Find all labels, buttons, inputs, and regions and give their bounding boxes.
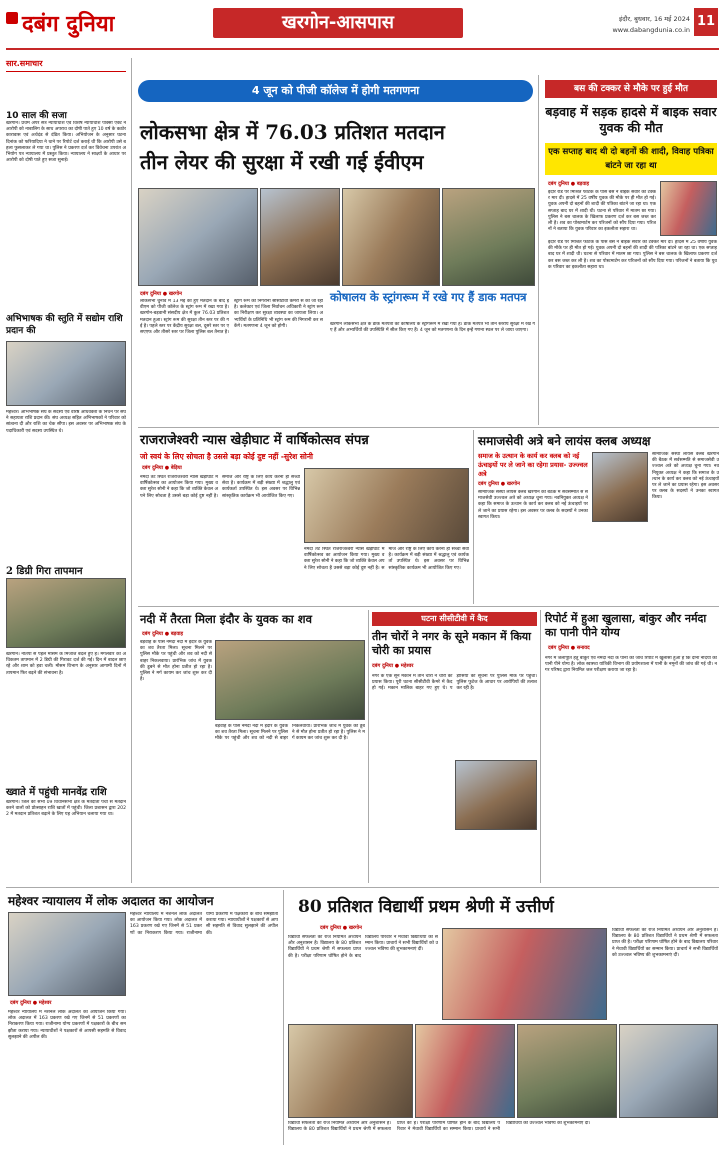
- brief-photo: [6, 578, 126, 648]
- bottom-story1-body-cont: महेश्वर न्यायालय में नेशनल लोक अदालत का आयोजन किया गया। लोक अदालत में 163 प्रकरण रखे गए जिनमें से 51 प्रकरणों का निराकरण किया गया। राजीनामा योग्य प्रकरणों में पक्षकारों के बीच समझौता कराया गया। न्यायाधीशों ने पक्षकारों से आपसी सहमति से विवाद सुलझाने की अपील की।: [130, 912, 278, 936]
- masthead-rule: [6, 48, 719, 50]
- main-headline-line2: तीन लेयर की सुरक्षा में रखी गई ईवीएम: [140, 150, 424, 174]
- row3-story2-body: नगर के एक सूने मकान में तीन चोरों ने चोरी का प्रयास किया। पूरी घटना सीसीटीवी कैमरे में कैद हो गई। मकान मालिक बाहर गए हुए थे। पड़ोसियों की सूचना पर पुलिस मौके पर पहुंची। पुलिस फुटेज के आधार पर आरोपियों की तलाश कर रही है।: [372, 674, 537, 692]
- students-photo: [619, 1024, 718, 1118]
- bottom-story2-headline: 80 प्रतिशत विद्यार्थी प्रथम श्रेणी में उत्तीर्ण: [298, 897, 554, 917]
- mid2-deck: समाज के उत्थान के कार्य कर क्लब को नई ऊंचाइयों पर ले जाने का रहेगा प्रयास- उज्ज्वल अत्रे: [478, 452, 588, 478]
- students-photo: [442, 928, 607, 1020]
- mid2-byline: दबंग दुनिया ● खरगोन: [478, 481, 520, 487]
- column-rule: [283, 890, 284, 1145]
- brief-photo: [6, 341, 126, 406]
- victim-photo: [660, 181, 717, 236]
- right-body-cont: इंदौर रोड पर मिश्रित फाटक के पास बस ने बाइक सवार को टक्कर मार दी। हादसे में 25 वर्षीय युवक की मौके पर ही मौत हो गई। युवक अपनी दो बहनों की शादी की पत्रिका बांटने जा रहा था। एक सप्ताह बाद घर में शादी थी। घटना से परिवार में मातम छा गया। पुलिस ने बस चालक के खिलाफ प्रकरण दर्ज कर बस जब्त कर ली है। शव का पोस्टमार्टम कर परिजनों को सौंप दिया गया। परिजनों ने बताया कि युवक परिवार का इकलौता सहारा था।: [548, 240, 717, 270]
- row3-story2-kicker: घटना सीसीटीवी में कैद: [372, 612, 537, 626]
- column-rule: [538, 75, 539, 425]
- brief-title: अभिभाषक की स्तुति में सद्योम राशि प्रदान की: [6, 314, 123, 336]
- mid1-byline: दबंग दुनिया ● बेड़िया: [142, 465, 182, 471]
- main-photo: [138, 188, 258, 286]
- right-headline: बड़वाह में सड़क हादसे में बाइक सवार युवक की मौत: [545, 104, 717, 135]
- brief-title: 10 साल की सजा: [6, 111, 67, 121]
- mid1-headline: राजराजेश्वरी न्यास खेड़ीघाट में वार्षिकोत्सव संपन्न: [140, 433, 369, 448]
- bottom-story2-body: विद्यार्थी सफलता का राज नियमित अध्ययन और अनुशासन है। विद्यालय के 80 प्रतिशत विद्यार्थियों ने प्रथम श्रेणी में सफलता प्राप्त की है। परीक्षा परिणाम घोषित होने के बाद विद्यालय परिवार ने मेधावी विद्यार्थियों का सम्मान किया। प्राचार्य ने सभी विद्यार्थियों को उज्ज्वल भविष्य की शुभकामनाएं दीं।: [288, 935, 438, 959]
- row3-story3-byline: दबंग दुनिया ● सनावद: [548, 645, 590, 651]
- left-column-header: सार.समाचार: [6, 58, 126, 72]
- brief-body: खरगोन। जिले की सभी 09 विधानसभा क्षेत्र के मतदाता पर्ची से मतदान करने वालों को प्रोत्साहन राशि खातों में पहुंची। जिला प्रशासन द्वारा 2022 में मतदान प्रतिशत बढ़ाने के लिए यह अभियान चलाया गया था।: [6, 800, 126, 818]
- row3-story1-byline: दबंग दुनिया ● बड़वाह: [142, 631, 184, 637]
- mid1-body-cont: नर्मदा तट स्थित राजराजेश्वरी न्यास खेड़ीघाट में वार्षिकोत्सव का आयोजन किया गया। मुख्य वक्ता सुरेश सोनी ने कहा कि जो व्यक्ति केवल अपने लिए सोचता है उससे बड़ा कोई दुष्ट नहीं है। समाज और राष्ट्र के लिए कार्य करना ही सच्ची सेवा है। कार्यक्रम में बड़ी संख्या में श्रद्धालु एवं कार्यकर्ता उपस्थित थे। इस अवसर पर विभिन्न सांस्कृतिक कार्यक्रम भी आयोजित किए गए।: [304, 547, 469, 571]
- column-rule: [368, 610, 369, 883]
- banner-text: 4 जून को पीजी कॉलेज में होगी मतगणना: [251, 84, 420, 97]
- bottom-story1-byline: दबंग दुनिया ● महेश्वर: [10, 1000, 52, 1006]
- row3-story1-body: बड़वाह के पास नर्मदा नदी में इंदौर के युवक का शव तैरता मिला। सूचना मिलने पर पुलिस मौके पर पहुंची और शव को नदी से बाहर निकलवाया। प्रारंभिक जांच में युवक की डूबने से मौत होना प्रतीत हो रहा है। पुलिस ने मर्ग कायम कर जांच शुरू कर दी है।: [140, 640, 212, 683]
- mid2-headline: समाजसेवी अत्रे बने लायंस क्लब अध्यक्ष: [478, 434, 651, 448]
- bottom-story2-body-side: विद्यार्थी सफलता का राज नियमित अध्ययन और अनुशासन है। विद्यालय के 80 प्रतिशत विद्यार्थियों ने प्रथम श्रेणी में सफलता प्राप्त की है। परीक्षा परिणाम घोषित होने के बाद विद्यालय परिवार ने मेधावी विद्यार्थियों का सम्मान किया। प्राचार्य ने सभी विद्यार्थियों को उज्ज्वल भविष्य की शुभकामनाएं दीं।: [612, 928, 718, 958]
- date-line: इंदौर, बुधवार, 16 मई 2024: [619, 15, 690, 23]
- banner: [138, 80, 533, 102]
- main-body: लोकसभा चुनाव में 13 मई को हुए मतदान के बाद इवीएम को पीजी कॉलेज के स्ट्रांग रूम में रखा गया है। खरगोन-बड़वानी संसदीय क्षेत्र में कुल 76.03 प्रतिशत मतदान हुआ। स्ट्रांग रूम की सुरक्षा तीन स्तर पर की गई है। पहले स्तर पर केंद्रीय सुरक्षा बल, दूसरे स्तर पर एसएएफ और तीसरे स्तर पर जिला पुलिस बल तैनात है। स्ट्रांग रूम की निगरानी सीसीटीवी कैमरों से की जा रही है। कलेक्टर एवं जिला निर्वाचन अधिकारी ने स्ट्रांग रूम का निरीक्षण कर सुरक्षा व्यवस्था का जायजा लिया। अभ्यर्थियों के प्रतिनिधि भी स्ट्रांग रूम की निगरानी कर सकेंगे। मतगणना 4 जून को होगी।: [140, 299, 323, 336]
- main-photo: [442, 188, 535, 286]
- row3-story2-byline: दबंग दुनिया ● महेश्वर: [372, 663, 414, 669]
- brief-body: खरगोन। प्रथम अपर सत्र न्यायाधीश एवं विशेष न्यायाधीश पॉक्सो एक्ट ने आरोपी को नाबालिग के साथ अपराध का दोषी पाते हुए 10 वर्ष के कठोर कारावास एवं अर्थदंड से दंडित किया। अभियोजन के अनुसार घटना दिनांक को फरियादिया ने थाने पर रिपोर्ट दर्ज कराई थी कि आरोपी उसे बहला फुसलाकर ले गया था। पुलिस ने प्रकरण दर्ज कर विवेचना उपरांत अभियोग पत्र न्यायालय में प्रस्तुत किया। न्यायालय ने साक्ष्यों के आधार पर आरोपी को दोषी पाते हुए सजा सुनाई।: [6, 121, 126, 164]
- masthead: [0, 0, 725, 58]
- row3-story2-headline: तीन चोरों ने नगर के सूने मकान में किया चोरी का प्रयास: [372, 630, 532, 657]
- column-rule: [540, 610, 541, 883]
- section-rule: [138, 606, 719, 607]
- river-photo: [215, 640, 365, 720]
- students-photo: [415, 1024, 515, 1118]
- website: www.dabangdunia.co.in: [612, 26, 690, 34]
- bottom-story1-headline: महेश्वर न्यायालय में लोक अदालत का आयोजन: [8, 894, 214, 908]
- masthead-logo: [6, 8, 146, 44]
- mid2-body: सामाजिक संस्था लायंस क्लब खरगोन की बैठक में सर्वसम्मति से समाजसेवी उज्ज्वल अत्रे को अध्यक्ष चुना गया। नवनियुक्त अध्यक्ष ने कहा कि समाज के उत्थान के कार्य कर क्लब को नई ऊंचाइयों पर ले जाने का प्रयास रहेगा। इस अवसर पर क्लब के सदस्यों ने उनका स्वागत किया।: [478, 490, 588, 520]
- page-number: 11: [694, 8, 718, 36]
- main-headline-line1: लोकसभा क्षेत्र में 76.03 प्रतिशत मतदान: [140, 120, 445, 144]
- main-photo: [342, 188, 440, 286]
- sub-body: खरगोन लोकसभा क्षेत्र के डाक मतपत्रों को कोषालय के स्ट्रांगरूम में रखा गया है। डाक मतपत्र भी तीन स्तरीय सुरक्षा में रखे गए हैं और अभ्यर्थियों की उपस्थिति में सील किए गए हैं। 4 जून को मतगणना के दिन इन्हें गणना स्थल पर ले जाया जाएगा।: [330, 322, 535, 334]
- mid1-deck: जो स्वयं के लिए सोचता है उससे बड़ा कोई दुष्ट नहीं -सुरेश सोनी: [140, 452, 313, 461]
- section-rule: [138, 427, 719, 428]
- main-photo: [260, 188, 340, 286]
- section-rule: [6, 887, 719, 888]
- students-photo: [517, 1024, 617, 1118]
- brief-body: खरगोन। नौतपा से पहले मौसम के मिजाज बदले हुए हैं। मंगलवार को अधिकतम तापमान में 2 डिग्री की गिरावट दर्ज की गई। दिन में बादल छाए रहे और शाम को हवा चली। मौसम विभाग के अनुसार आगामी दिनों में तापमान फिर बढ़ने की संभावना है।: [6, 652, 126, 676]
- bottom-story1-body: महेश्वर न्यायालय में नेशनल लोक अदालत का आयोजन किया गया। लोक अदालत में 163 प्रकरण रखे गए जिनमें से 51 प्रकरणों का निराकरण किया गया। राजीनामा योग्य प्रकरणों में पक्षकारों के बीच समझौता कराया गया। न्यायाधीशों ने पक्षकारों से आपसी सहमति से विवाद सुलझाने की अपील की।: [8, 1010, 126, 1040]
- yellow-box: एक सप्ताह बाद थी दो बहनों की शादी, विवाह पत्रिका बांटने जा रहा था: [545, 143, 717, 175]
- mid1-photo: [304, 468, 469, 543]
- column-rule: [473, 430, 474, 604]
- bottom-story2-byline: दबंग दुनिया ● खरगोन: [320, 925, 362, 931]
- brief-title: ख्वाते में पहुंची मानवेंद्र राशि: [6, 787, 107, 798]
- sub-headline: [330, 290, 535, 304]
- row3-story3-body: नगर में जलापूर्ति हेतु बांकुर एवं नर्मदा नदी के पानी की जांच रिपोर्ट में खुलासा हुआ है कि दोनों नदियों का पानी पीने योग्य है। लोक स्वास्थ्य यांत्रिकी विभाग की प्रयोगशाला में पानी के नमूनों की जांच की गई थी। नगर परिषद द्वारा नियमित जल परीक्षण कराया जा रहा है।: [545, 656, 717, 674]
- main-byline: दबंग दुनिया ● खरगोन: [140, 291, 182, 297]
- right-body: इंदौर रोड पर मिश्रित फाटक के पास बस ने बाइक सवार को टक्कर मार दी। हादसे में 25 वर्षीय युवक की मौके पर ही मौत हो गई। युवक अपनी दो बहनों की शादी की पत्रिका बांटने जा रहा था। एक सप्ताह बाद घर में शादी थी। घटना से परिवार में मातम छा गया। पुलिस ने बस चालक के खिलाफ प्रकरण दर्ज कर बस जब्त कर ली है। शव का पोस्टमार्टम कर परिजनों को सौंप दिया गया। परिजनों ने बताया कि युवक परिवार का इकलौता सहारा था।: [548, 190, 656, 233]
- bottom-story2-caption: विद्यार्थी सफलता का राज नियमित अध्ययन और अनुशासन है। विद्यालय के 80 प्रतिशत विद्यार्थियों ने प्रथम श्रेणी में सफलता प्राप्त की है। परीक्षा परिणाम घोषित होने के बाद विद्यालय परिवार ने मेधावी विद्यार्थियों का सम्मान किया। प्राचार्य ने सभी विद्यार्थियों को उज्ज्वल भविष्य की शुभकामनाएं दीं।: [288, 1121, 591, 1133]
- portrait-photo: [592, 452, 648, 522]
- red-banner: बस की टक्कर से मौके पर हुई मौत: [545, 80, 717, 98]
- logo-text: दबंग दुनिया: [22, 11, 115, 37]
- mid1-body: नर्मदा तट स्थित राजराजेश्वरी न्यास खेड़ीघाट में वार्षिकोत्सव का आयोजन किया गया। मुख्य वक्ता सुरेश सोनी ने कहा कि जो व्यक्ति केवल अपने लिए सोचता है उससे बड़ा कोई दुष्ट नहीं है। समाज और राष्ट्र के लिए कार्य करना ही सच्ची सेवा है। कार्यक्रम में बड़ी संख्या में श्रद्धालु एवं कार्यकर्ता उपस्थित थे। इस अवसर पर विभिन्न सांस्कृतिक कार्यक्रम भी आयोजित किए गए।: [140, 475, 300, 499]
- brief-title: 2 डिग्री गिरा तापमान: [6, 566, 83, 577]
- sub-headline-text: कोषालय के स्ट्रांगरूम में रखे गए हैं डाक मतपत्र: [330, 290, 527, 304]
- brief-body: महेश्वर। अभिभाषक संघ के सदस्य एवं वरिष्ठ अधिवक्ता के निधन पर संघ ने सहायता राशि प्रदान की। संघ अध्यक्ष सहित अभिभाषकों ने परिवार को सांत्वना दी और राशि का चेक सौंपा। इस अवसर पर अभिभाषक संघ के पदाधिकारी एवं सदस्य उपस्थित थे।: [6, 410, 126, 434]
- right-byline: दबंग दुनिया ● बड़वाह: [548, 181, 590, 187]
- left-column: [6, 58, 126, 883]
- mid2-body-cont: सामाजिक संस्था लायंस क्लब खरगोन की बैठक में सर्वसम्मति से समाजसेवी उज्ज्वल अत्रे को अध्यक्ष चुना गया। नवनियुक्त अध्यक्ष ने कहा कि समाज के उत्थान के कार्य कर क्लब को नई ऊंचाइयों पर ले जाने का प्रयास रहेगा। इस अवसर पर क्लब के सदस्यों ने उनका स्वागत किया।: [652, 452, 719, 501]
- row3-story1-headline: नदी में तैरता मिला इंदौर के युवक का शव: [140, 612, 312, 626]
- students-photo: [288, 1024, 413, 1118]
- court-photo: [8, 912, 126, 996]
- column-rule: [131, 58, 132, 883]
- row3-story3-headline: रिपोर्ट में हुआ खुलासा, बांकुर और नर्मदा का पानी पीने योग्य: [545, 612, 707, 639]
- row3-story1-body-cont: बड़वाह के पास नर्मदा नदी में इंदौर के युवक का शव तैरता मिला। सूचना मिलने पर पुलिस मौके पर पहुंची और शव को नदी से बाहर निकलवाया। प्रारंभिक जांच में युवक की डूबने से मौत होना प्रतीत हो रहा है। पुलिस ने मर्ग कायम कर जांच शुरू कर दी है।: [215, 724, 365, 742]
- logo-mark-icon: [6, 12, 18, 24]
- section-title: खरगोन-आसपास: [213, 8, 463, 38]
- cctv-photo: [455, 760, 537, 830]
